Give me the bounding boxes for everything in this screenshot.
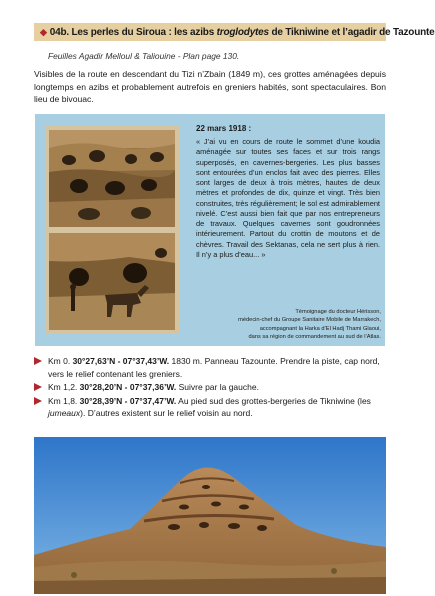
arrow-bullet-icon [34, 383, 42, 391]
route-step [34, 395, 386, 420]
section-title [34, 23, 435, 41]
route-text: Au pied sud des grottes-bergeries de Tikniwine (les [176, 395, 371, 406]
title-emphasis: troglodytes [216, 27, 269, 38]
route-text: 1830 m. Panneau Tazounte. Prendre la piste, cap nord, vers le relief contenant les greniers. [48, 356, 380, 379]
arrow-bullet-icon [34, 397, 42, 405]
route-text: Suivre par la gauche. [176, 382, 259, 392]
route-coords: 30°28,20’N - 07°37,36’W. [79, 382, 177, 392]
historical-panel [35, 114, 385, 346]
route-step [34, 355, 386, 380]
map-reference: Feuilles Agadir Melloul & Taliouine - Plan page 130. [48, 51, 240, 61]
quote-date: 22 mars 1918 : [196, 124, 252, 133]
route-km: Km 1,8. [48, 395, 78, 406]
signature-line: dans sa région de commandement au sud de l’Atlas. [248, 334, 381, 341]
diamond-bullet-icon: ◆ [40, 27, 47, 37]
historical-photo-caves-bottom [49, 233, 175, 330]
route-km: Km 1,2. [48, 382, 78, 392]
route-text-emphasis: jumeaux [48, 408, 81, 418]
landscape-photo-tikniwine [34, 437, 386, 594]
route-coords: 30°28,39’N - 07°37,47’W. [79, 395, 177, 406]
signature-line: Témoignage du docteur Hérisson, [295, 309, 381, 315]
title-text: 04b. Les perles du Siroua : les azibs [49, 27, 217, 38]
historical-photo-caves-top [49, 130, 175, 227]
route-coords: 30°27,63’N - 07°37,43’W. [72, 356, 170, 366]
route-text-after: ). D’autres existent sur le relief voisin au nord. [80, 408, 253, 418]
quote-signature [185, 308, 381, 342]
arrow-bullet-icon [34, 357, 42, 365]
route-step [34, 381, 386, 394]
signature-line: accompagnant la Harka d’El Hadj Thami Glaoui, [259, 325, 381, 332]
signature-line: médecin-chef du Groupe Sanitaire Mobile de Marrakech, [238, 317, 381, 324]
route-km: Km 0. [48, 356, 71, 366]
historical-photos [45, 126, 179, 334]
quote-text: « J’ai vu en cours de route le sommet d’une koudia aménagée sur toutes ses faces et sur trois rangs superposés, en cavernes-bergeries. Les plus basses sont entourées d’un enclos fait avec des pierres. Elles sont larges de deux à trois mètres, hautes de deux mètres et profondes de dix, quinze et vingt. Très bien construites, très régulièrement; le sol est admirablement nivelé. C’est aussi bien fait que par nos entrepreneurs de travaux. Quelques cavernes sont goudronnées intérieurement. Partout du crottin de moutons et de chèvres. Travail des Sektanas, cela ne sert plus à rien. Il n’y a plus d’eau... » [196, 137, 380, 259]
route-directions [34, 355, 386, 421]
quote-block [196, 124, 380, 260]
title-text-rest: de Tikniwine et l’agadir de Tazounte [268, 27, 435, 38]
intro-paragraph: Visibles de la route en descendant du Tizi n’Zbain (1849 m), ces grottes aménagées depuis longtemps en azibs et probablement autrefois en greniers habités, sont spectaculaires. Bon lieu de bivouac. [34, 69, 386, 105]
